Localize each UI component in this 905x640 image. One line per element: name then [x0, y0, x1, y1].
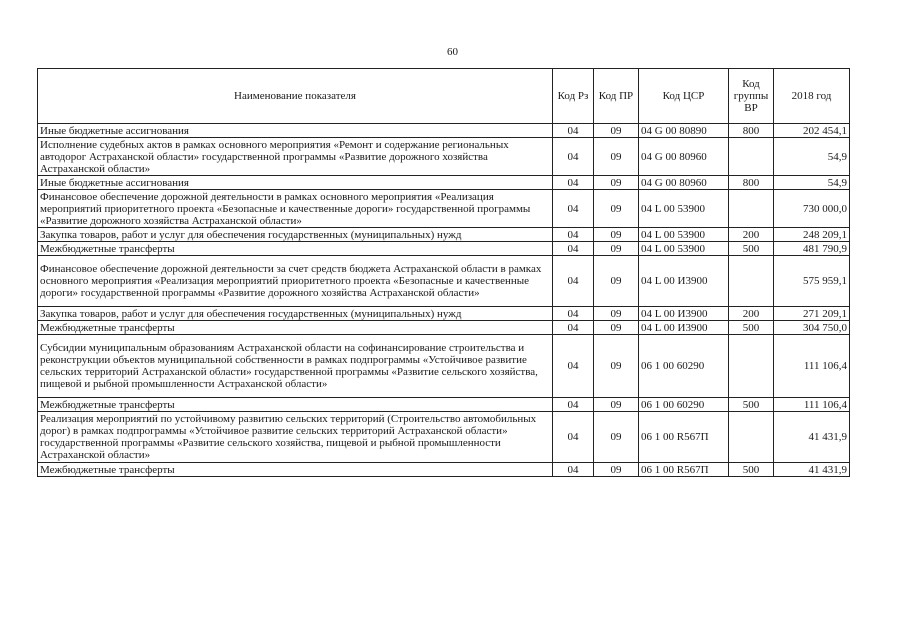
cell-csr: 04 L 00 53900 [639, 228, 729, 242]
cell-csr: 04 G 00 80890 [639, 124, 729, 138]
cell-name: Межбюджетные трансферты [38, 398, 553, 412]
cell-rz: 04 [553, 190, 594, 228]
cell-amount: 41 431,9 [774, 412, 850, 463]
cell-rz: 04 [553, 307, 594, 321]
cell-name: Закупка товаров, работ и услуг для обеспечения государственных (муниципальных) нужд [38, 307, 553, 321]
cell-vr [729, 138, 774, 176]
budget-table [37, 68, 850, 477]
cell-pr: 09 [594, 138, 639, 176]
cell-pr: 09 [594, 228, 639, 242]
cell-csr: 06 1 00 60290 [639, 398, 729, 412]
cell-csr: 04 L 00 И3900 [639, 256, 729, 307]
cell-rz: 04 [553, 176, 594, 190]
cell-amount: 575 959,1 [774, 256, 850, 307]
cell-pr: 09 [594, 463, 639, 477]
cell-name: Исполнение судебных актов в рамках основного мероприятия «Ремонт и содержание региональных автодорог Астраханской области» государственной программы «Развитие дорожного хозяйства Астраханской области» [38, 138, 553, 176]
page-number: 60 [447, 46, 458, 58]
cell-pr: 09 [594, 176, 639, 190]
cell-name: Межбюджетные трансферты [38, 242, 553, 256]
cell-rz: 04 [553, 138, 594, 176]
table-row [38, 190, 850, 228]
cell-name: Реализация мероприятий по устойчивому развитию сельских территорий (Строительство автомобильных дорог) в рамках подпрограммы «Устойчивое развитие сельских территорий Астраханской области» государственной программы «Развитие сельского хозяйства, пищевой и рыбной промышленности Астраханской области» [38, 412, 553, 463]
cell-vr [729, 335, 774, 398]
cell-vr [729, 190, 774, 228]
cell-rz: 04 [553, 398, 594, 412]
cell-rz: 04 [553, 463, 594, 477]
cell-pr: 09 [594, 412, 639, 463]
cell-rz: 04 [553, 124, 594, 138]
cell-name: Иные бюджетные ассигнования [38, 176, 553, 190]
header-vr: Код группы ВР [729, 69, 774, 124]
cell-vr: 800 [729, 124, 774, 138]
table-row [38, 463, 850, 477]
cell-vr: 200 [729, 307, 774, 321]
cell-pr: 09 [594, 321, 639, 335]
cell-csr: 06 1 00 60290 [639, 335, 729, 398]
cell-amount: 202 454,1 [774, 124, 850, 138]
table-row [38, 256, 850, 307]
cell-amount: 481 790,9 [774, 242, 850, 256]
cell-pr: 09 [594, 124, 639, 138]
cell-name: Закупка товаров, работ и услуг для обеспечения государственных (муниципальных) нужд [38, 228, 553, 242]
table-row [38, 124, 850, 138]
cell-amount: 54,9 [774, 138, 850, 176]
cell-vr: 500 [729, 242, 774, 256]
table-row [38, 412, 850, 463]
header-year: 2018 год [774, 69, 850, 124]
header-pr: Код ПР [594, 69, 639, 124]
table-row [38, 307, 850, 321]
cell-amount: 248 209,1 [774, 228, 850, 242]
cell-amount: 304 750,0 [774, 321, 850, 335]
table-row [38, 335, 850, 398]
cell-amount: 111 106,4 [774, 335, 850, 398]
cell-vr: 500 [729, 321, 774, 335]
cell-pr: 09 [594, 190, 639, 228]
cell-name: Межбюджетные трансферты [38, 463, 553, 477]
cell-vr [729, 256, 774, 307]
cell-csr: 04 G 00 80960 [639, 138, 729, 176]
table-row [38, 321, 850, 335]
table-row [38, 228, 850, 242]
cell-csr: 04 G 00 80960 [639, 176, 729, 190]
table-header-row [38, 69, 850, 124]
cell-amount: 111 106,4 [774, 398, 850, 412]
cell-name: Субсидии муниципальным образованиям Астраханской области на софинансирование строительства и реконструкции объектов муниципальной собственности в рамках подпрограммы «Устойчивое развитие сельских территорий Астраханской области» государственной программы «Развитие сельского хозяйства, пищевой и рыбной промышленности Астраханской области» [38, 335, 553, 398]
cell-name: Межбюджетные трансферты [38, 321, 553, 335]
header-csr: Код ЦСР [639, 69, 729, 124]
cell-vr: 500 [729, 463, 774, 477]
cell-pr: 09 [594, 242, 639, 256]
cell-rz: 04 [553, 321, 594, 335]
table-row [38, 398, 850, 412]
cell-rz: 04 [553, 242, 594, 256]
cell-pr: 09 [594, 256, 639, 307]
cell-amount: 271 209,1 [774, 307, 850, 321]
cell-amount: 54,9 [774, 176, 850, 190]
cell-rz: 04 [553, 228, 594, 242]
cell-amount: 730 000,0 [774, 190, 850, 228]
cell-rz: 04 [553, 412, 594, 463]
cell-name: Финансовое обеспечение дорожной деятельности за счет средств бюджета Астраханской области в рамках основного мероприятия «Реализация мероприятий приоритетного проекта «Безопасные и качественные дороги» государственной программы «Развитие дорожного хозяйства Астраханской области» [38, 256, 553, 307]
cell-vr [729, 412, 774, 463]
cell-name: Иные бюджетные ассигнования [38, 124, 553, 138]
table-row [38, 176, 850, 190]
cell-csr: 06 1 00 R567П [639, 412, 729, 463]
cell-vr: 800 [729, 176, 774, 190]
cell-pr: 09 [594, 335, 639, 398]
cell-amount: 41 431,9 [774, 463, 850, 477]
cell-rz: 04 [553, 256, 594, 307]
table-row [38, 242, 850, 256]
cell-pr: 09 [594, 398, 639, 412]
cell-name: Финансовое обеспечение дорожной деятельности в рамках основного мероприятия «Реализация мероприятий приоритетного проекта «Безопасные и качественные дороги» государственной программы «Развитие дорожного хозяйства Астраханской области» [38, 190, 553, 228]
cell-csr: 04 L 00 53900 [639, 190, 729, 228]
table-row [38, 138, 850, 176]
cell-vr: 200 [729, 228, 774, 242]
cell-rz: 04 [553, 335, 594, 398]
cell-csr: 06 1 00 R567П [639, 463, 729, 477]
cell-csr: 04 L 00 И3900 [639, 307, 729, 321]
cell-pr: 09 [594, 307, 639, 321]
header-name: Наименование показателя [38, 69, 553, 124]
cell-csr: 04 L 00 53900 [639, 242, 729, 256]
header-rz: Код Рз [553, 69, 594, 124]
cell-vr: 500 [729, 398, 774, 412]
cell-csr: 04 L 00 И3900 [639, 321, 729, 335]
